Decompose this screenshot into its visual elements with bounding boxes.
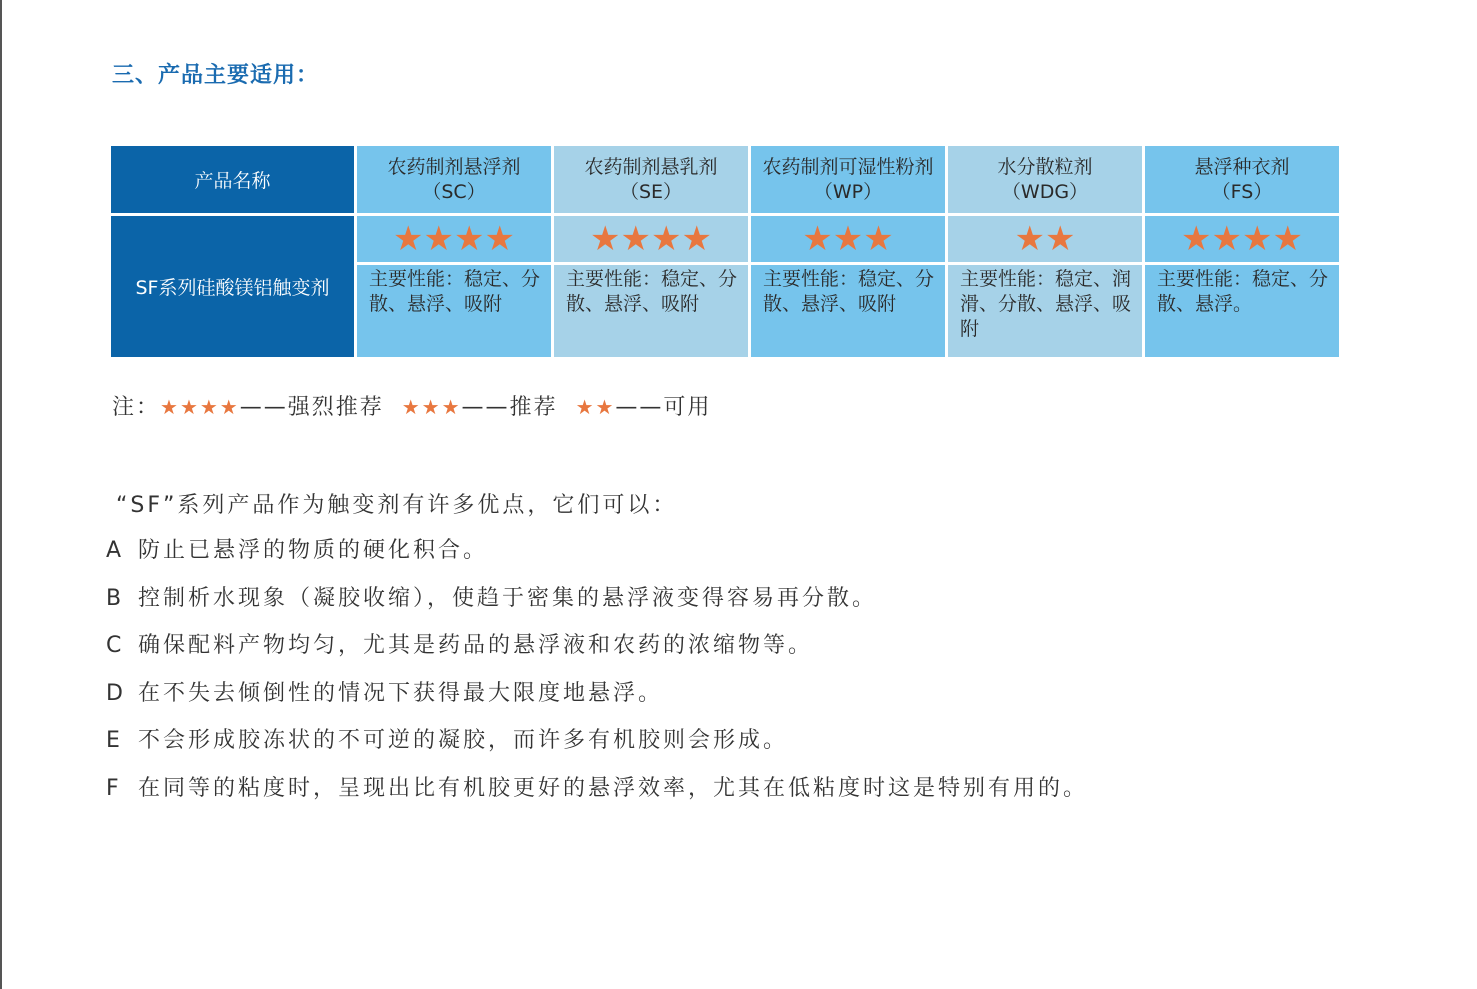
list-item — [106, 679, 1088, 727]
item-text: 在不失去倾倒性的情况下获得最大限度地悬浮。 — [138, 680, 664, 706]
performance-fs: 主要性能：稳定、分散、悬浮。 — [1144, 264, 1341, 359]
performance-sc: 主要性能：稳定、分散、悬浮、吸附 — [356, 264, 553, 359]
column-code: （FS） — [1211, 180, 1273, 203]
legend-stars-3: ★★★ — [401, 395, 462, 419]
star-rating-wdg: ★★ — [947, 215, 1144, 264]
performance-wdg: 主要性能：稳定、润滑、分散、悬浮、吸附 — [947, 264, 1144, 359]
list-item — [106, 631, 1088, 679]
column-header-se — [553, 145, 750, 215]
item-letter: F — [106, 775, 119, 801]
rating-row — [110, 215, 1341, 264]
column-code: （SC） — [422, 180, 486, 203]
item-letter: C — [106, 633, 122, 658]
legend-text-usable: ——可用 — [615, 395, 712, 420]
advantages-intro: “SF”系列产品作为触变剂有许多优点，它们可以： — [116, 493, 678, 518]
column-header-wdg — [947, 145, 1144, 215]
column-name: 农药制剂可湿性粉剂 — [762, 155, 934, 178]
item-text: 不会形成胶冻状的不可逆的凝胶，而许多有机胶则会形成。 — [138, 728, 789, 753]
star-rating-wp: ★★★ — [750, 215, 947, 264]
column-name: 水分散粒剂 — [997, 155, 1093, 178]
advantages-list — [106, 536, 1088, 821]
item-text: 确保配料产物均匀，尤其是药品的悬浮液和农药的浓缩物等。 — [138, 633, 814, 658]
page-border — [0, 0, 2, 989]
rating-legend-note — [112, 390, 711, 421]
list-item — [106, 726, 1088, 774]
performance-wp: 主要性能：稳定、分散、悬浮、吸附 — [750, 264, 947, 359]
row-label-sf-series: SF系列硅酸镁铝触变剂 — [110, 215, 356, 359]
product-name-header: 产品名称 — [110, 145, 356, 215]
star-rating-sc: ★★★★ — [356, 215, 553, 264]
table-header-row — [110, 145, 1341, 215]
item-text: 防止已悬浮的物质的硬化积合。 — [138, 538, 489, 563]
legend-stars-4: ★★★★ — [160, 395, 240, 419]
legend-stars-2: ★★ — [575, 395, 616, 419]
item-letter: D — [106, 680, 123, 706]
item-letter: B — [106, 585, 122, 611]
star-rating-fs: ★★★★ — [1144, 215, 1341, 264]
star-rating-se: ★★★★ — [553, 215, 750, 264]
legend-text-recommended: ——推荐 — [461, 395, 558, 420]
list-item — [106, 584, 1088, 632]
note-prefix: 注： — [112, 395, 161, 420]
item-letter: A — [106, 538, 122, 563]
performance-se: 主要性能：稳定、分散、悬浮、吸附 — [553, 264, 750, 359]
list-item — [106, 774, 1088, 822]
column-header-fs — [1144, 145, 1341, 215]
column-code: （WP） — [813, 180, 883, 203]
product-application-table — [108, 143, 1342, 360]
column-header-wp — [750, 145, 947, 215]
list-item — [106, 536, 1088, 584]
legend-text-strongly-recommended: ——强烈推荐 — [239, 395, 384, 420]
section-title: 三、产品主要适用： — [112, 63, 320, 88]
column-code: （WDG） — [1001, 180, 1089, 203]
item-text: 控制析水现象（凝胶收缩），使趋于密集的悬浮液变得容易再分散。 — [138, 585, 878, 611]
item-letter: E — [106, 728, 120, 753]
item-text: 在同等的粘度时，呈现出比有机胶更好的悬浮效率，尤其在低粘度时这是特别有用的。 — [138, 775, 1089, 801]
column-name: 农药制剂悬乳剂 — [584, 155, 718, 178]
column-header-sc — [356, 145, 553, 215]
column-code: （SE） — [619, 180, 683, 203]
column-name: 悬浮种衣剂 — [1194, 155, 1290, 178]
column-name: 农药制剂悬浮剂 — [387, 155, 521, 178]
